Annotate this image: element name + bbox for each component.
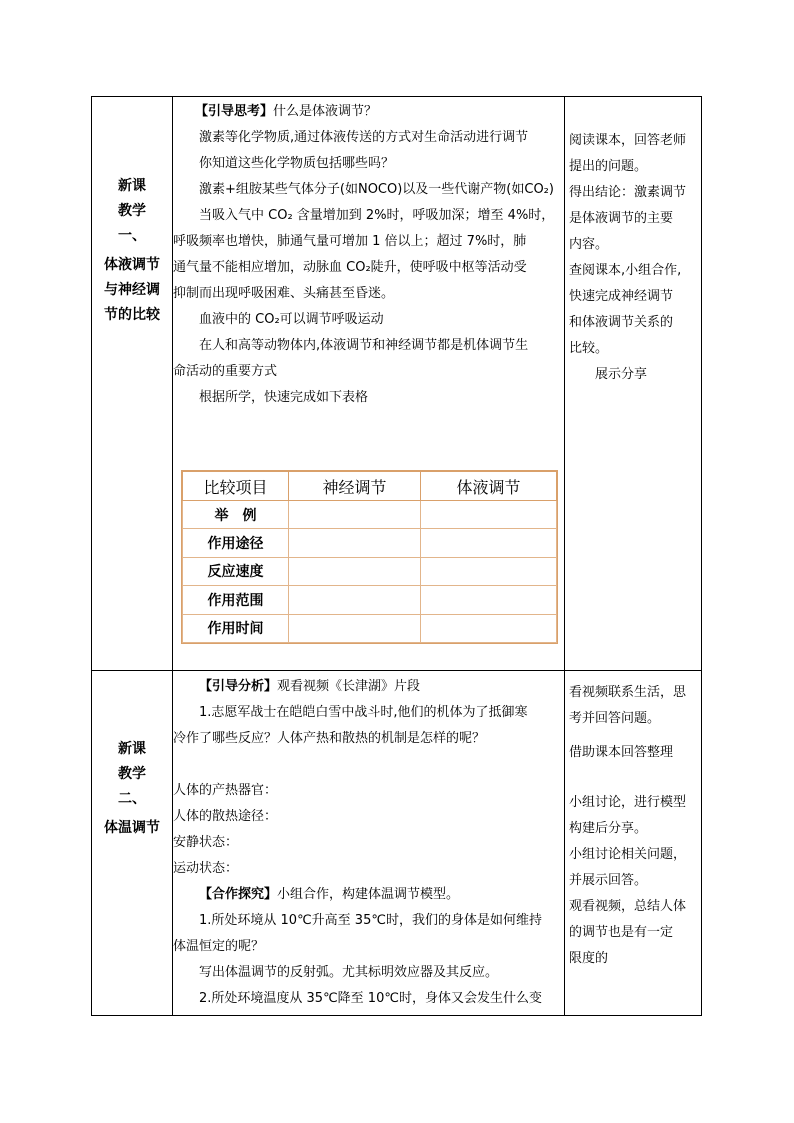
activity-line: 内容。 bbox=[569, 237, 609, 252]
section1-label bbox=[92, 174, 172, 328]
comparison-table bbox=[181, 470, 558, 644]
content-line: 当吸入气中 CO₂ 含量增加到 2%时，呼吸加深；增至 4%时， bbox=[199, 208, 555, 223]
activity-line: 和体液调节关系的 bbox=[569, 315, 674, 330]
table-cell-empty[interactable] bbox=[289, 529, 421, 557]
table-row-label: 作用范围 bbox=[183, 586, 289, 614]
guide-think-line bbox=[173, 99, 563, 125]
activity-line: 借助课本回答整理 bbox=[569, 745, 674, 760]
table-row-label: 作用时间 bbox=[183, 614, 289, 642]
table-header: 神经调节 bbox=[289, 472, 421, 501]
content-line: 2.所处环境温度从 35℃降至 10℃时，身体又会发生什么变 bbox=[199, 991, 542, 1006]
cooperative-explore-line bbox=[173, 882, 563, 908]
activity-line: 小组讨论，进行模型 bbox=[569, 795, 687, 810]
table-header: 比较项目 bbox=[183, 472, 289, 501]
activity-line: 构建后分享。 bbox=[569, 821, 648, 836]
content-line: 呼吸频率也增快，肺通气量可增加 1 倍以上；超过 7%时，肺 bbox=[173, 234, 527, 249]
section2-label bbox=[92, 737, 172, 841]
table-cell-empty[interactable] bbox=[421, 529, 557, 557]
content-line: 激素等化学物质,通过体液传送的方式对生命活动进行调节 bbox=[199, 130, 529, 145]
label-line: 新课 bbox=[118, 741, 146, 757]
table-cell-empty[interactable] bbox=[421, 586, 557, 614]
content-line: 体温恒定的呢？ bbox=[173, 939, 265, 954]
cooperative-explore-tag: 【合作探究】 bbox=[199, 887, 278, 902]
table-cell-empty[interactable] bbox=[421, 614, 557, 642]
activity-line: 快速完成神经调节 bbox=[569, 289, 674, 304]
activity-line: 得出结论：激素调节 bbox=[569, 185, 687, 200]
table-header: 体液调节 bbox=[421, 472, 557, 501]
label-line: 一、 bbox=[118, 228, 146, 244]
table-cell-empty[interactable] bbox=[289, 586, 421, 614]
content-line: 根据所学，快速完成如下表格 bbox=[199, 390, 369, 405]
rest-state-line: 安静状态： bbox=[173, 835, 239, 850]
activity-line: 观看视频，总结人体 bbox=[569, 899, 687, 914]
activity-line: 看视频联系生活，思 bbox=[569, 685, 687, 700]
content-line: 在人和高等动物体内,体液调节和神经调节都是机体调节生 bbox=[199, 338, 529, 353]
content-line: 命活动的重要方式 bbox=[173, 364, 278, 379]
table-row-label: 举 例 bbox=[183, 501, 289, 529]
content-line: 血液中的 CO₂可以调节呼吸运动 bbox=[199, 312, 384, 327]
table-cell-empty[interactable] bbox=[421, 557, 557, 585]
table-cell-empty[interactable] bbox=[289, 501, 421, 529]
label-line: 教学 bbox=[118, 203, 146, 219]
guide-analysis-text: 观看视频《长津湖》片段 bbox=[277, 679, 421, 694]
activity-line: 阅读课本，回答老师 bbox=[569, 133, 687, 148]
cooperative-explore-text: 小组合作，构建体温调节模型。 bbox=[277, 887, 460, 902]
content-line: 你知道这些化学物质包括哪些吗？ bbox=[199, 156, 395, 171]
label-line: 教学 bbox=[118, 766, 146, 782]
activity-line: 查阅课本,小组合作, bbox=[569, 263, 682, 278]
activity-line: 限度的 bbox=[569, 951, 609, 966]
guide-analysis-tag: 【引导分析】 bbox=[199, 679, 278, 694]
label-line: 与神经调 bbox=[104, 282, 160, 298]
content-line: 1.志愿军战士在皑皑白雪中战斗时,他们的机体为了抵御寒 bbox=[199, 705, 528, 720]
section1-content bbox=[173, 99, 563, 411]
activity-line: 小组讨论相关问题， bbox=[569, 847, 687, 862]
guide-analysis-line bbox=[173, 674, 563, 700]
lesson-plan-table bbox=[91, 96, 702, 1016]
section1-student-activity bbox=[569, 128, 699, 388]
content-line: 抑制而出现呼吸困难、头痛甚至昏迷。 bbox=[173, 286, 395, 301]
content-line: 写出体温调节的反射弧。尤其标明效应器及其反应。 bbox=[199, 965, 499, 980]
exercise-state-line: 运动状态： bbox=[173, 861, 239, 876]
row-divider bbox=[92, 670, 701, 671]
activity-line: 展示分享 bbox=[595, 367, 648, 382]
column-divider bbox=[564, 97, 565, 1015]
activity-line: 的调节也是有一定 bbox=[569, 925, 674, 940]
table-row-label: 作用途径 bbox=[183, 529, 289, 557]
activity-line: 是体液调节的主要 bbox=[569, 211, 674, 226]
content-line: 通气量不能相应增加，动脉血 CO₂陡升，使呼吸中枢等活动受 bbox=[173, 260, 527, 275]
table-cell-empty[interactable] bbox=[421, 501, 557, 529]
activity-line: 提出的问题。 bbox=[569, 159, 648, 174]
content-line: 1.所处环境从 10℃升高至 35℃时，我们的身体是如何维持 bbox=[199, 913, 542, 928]
table-cell-empty[interactable] bbox=[289, 614, 421, 642]
activity-line: 考并回答问题。 bbox=[569, 711, 661, 726]
section2-content bbox=[173, 674, 563, 1012]
label-line: 二、 bbox=[118, 791, 146, 807]
label-line: 新课 bbox=[118, 178, 146, 194]
label-line: 体温调节 bbox=[104, 820, 160, 836]
activity-line: 并展示回答。 bbox=[569, 873, 648, 888]
heat-organ-line: 人体的产热器官： bbox=[173, 783, 278, 798]
table-cell-empty[interactable] bbox=[289, 557, 421, 585]
guide-think-tag: 【引导思考】 bbox=[195, 104, 274, 119]
section2-student-activity bbox=[569, 680, 699, 972]
content-line: 冷作了哪些反应？人体产热和散热的机制是怎样的呢？ bbox=[173, 731, 486, 746]
activity-line: 比较。 bbox=[569, 341, 609, 356]
heat-loss-line: 人体的散热途径： bbox=[173, 809, 278, 824]
table-row-label: 反应速度 bbox=[183, 557, 289, 585]
content-line: 激素+组胺某些气体分子(如NOCO)以及一些代谢产物(如CO₂) bbox=[199, 182, 554, 197]
guide-think-question: 什么是体液调节？ bbox=[273, 104, 378, 119]
label-line: 体液调节 bbox=[104, 257, 160, 273]
label-line: 节的比较 bbox=[104, 307, 160, 323]
